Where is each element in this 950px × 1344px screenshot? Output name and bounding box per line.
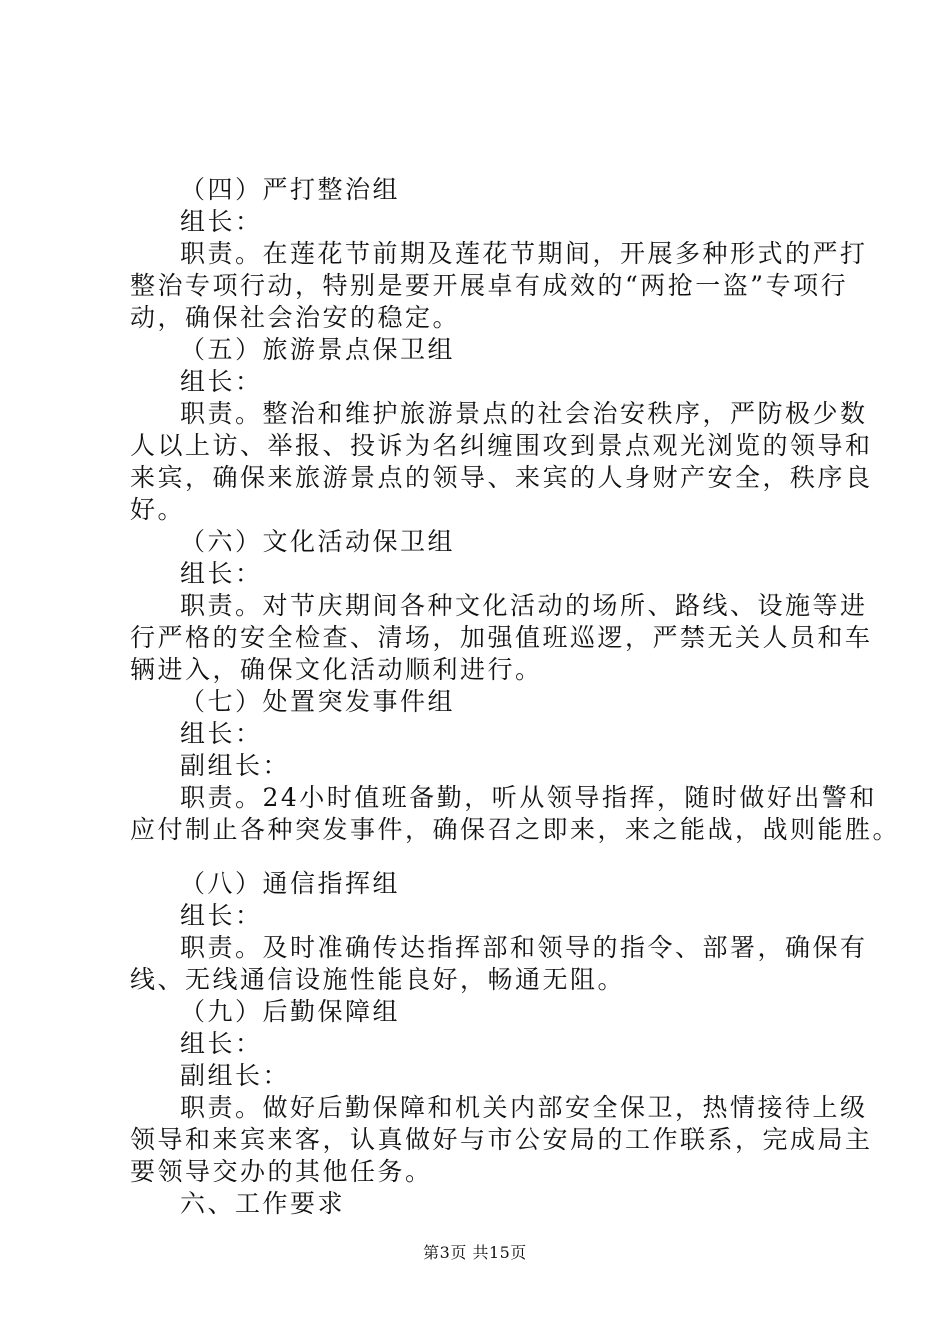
- paragraph-line: 来宾，确保来旅游景点的领导、来宾的人身财产安全，秩序良: [130, 463, 873, 492]
- section-heading-8: （八）通信指挥组: [180, 869, 401, 898]
- document-body: [130, 174, 901, 1220]
- section-heading-work-requirements: 六、工作要求: [180, 1189, 346, 1218]
- deputy-leader-label: 副组长：: [180, 1061, 291, 1090]
- paragraph-line: 职责。做好后勤保障和机关内部安全保卫，热情接待上级: [180, 1093, 868, 1122]
- paragraph-line: 要领导交办的其他任务。: [130, 1157, 433, 1186]
- section-heading-4: （四）严打整治组: [180, 175, 401, 204]
- paragraph-line: 动，确保社会治安的稳定。: [130, 303, 461, 332]
- paragraph-line: 好。: [130, 495, 186, 524]
- paragraph-line: 应付制止各种突发事件，确保召之即来，来之能战，战则能胜。: [130, 815, 901, 844]
- page-number-footer: 第3页 共15页: [423, 1243, 527, 1262]
- section-heading-9: （九）后勤保障组: [180, 997, 401, 1026]
- paragraph-line: 人以上访、举报、投诉为名纠缠围攻到景点观光浏览的领导和: [130, 431, 873, 460]
- leader-label: 组长：: [180, 559, 263, 588]
- paragraph-line: 职责。对节庆期间各种文化活动的场所、路线、设施等进: [180, 591, 868, 620]
- section-heading-5: （五）旅游景点保卫组: [180, 335, 456, 364]
- paragraph-line: 辆进入，确保文化活动顺利进行。: [130, 655, 543, 684]
- paragraph-line: 整治专项行动，特别是要开展卓有成效的“两抢一盗”专项行: [130, 271, 849, 300]
- paragraph-line: 领导和来宾来客，认真做好与市公安局的工作联系，完成局主: [130, 1125, 873, 1154]
- paragraph-line: 职责。整治和维护旅游景点的社会治安秩序，严防极少数: [180, 399, 868, 428]
- leader-label: 组长：: [180, 367, 263, 396]
- paragraph-line: 职责。及时准确传达指挥部和领导的指令、部署，确保有: [180, 933, 868, 962]
- section-heading-6: （六）文化活动保卫组: [180, 527, 456, 556]
- paragraph-line: 行严格的安全检查、清场，加强值班巡逻，严禁无关人员和车: [130, 623, 873, 652]
- deputy-leader-label: 副组长：: [180, 751, 291, 780]
- leader-label: 组长：: [180, 207, 263, 236]
- paragraph-gap: [130, 846, 850, 868]
- section-heading-7: （七）处置突发事件组: [180, 687, 456, 716]
- paragraph-line: 职责。24小时值班备勤，听从领导指挥，随时做好出警和: [180, 783, 877, 812]
- leader-label: 组长：: [180, 901, 263, 930]
- leader-label: 组长：: [180, 719, 263, 748]
- paragraph-line: 职责。在莲花节前期及莲花节期间，开展多种形式的严打: [180, 239, 868, 268]
- paragraph-line: 线、无线通信设施性能良好，畅通无阻。: [130, 965, 626, 994]
- leader-label: 组长：: [180, 1029, 263, 1058]
